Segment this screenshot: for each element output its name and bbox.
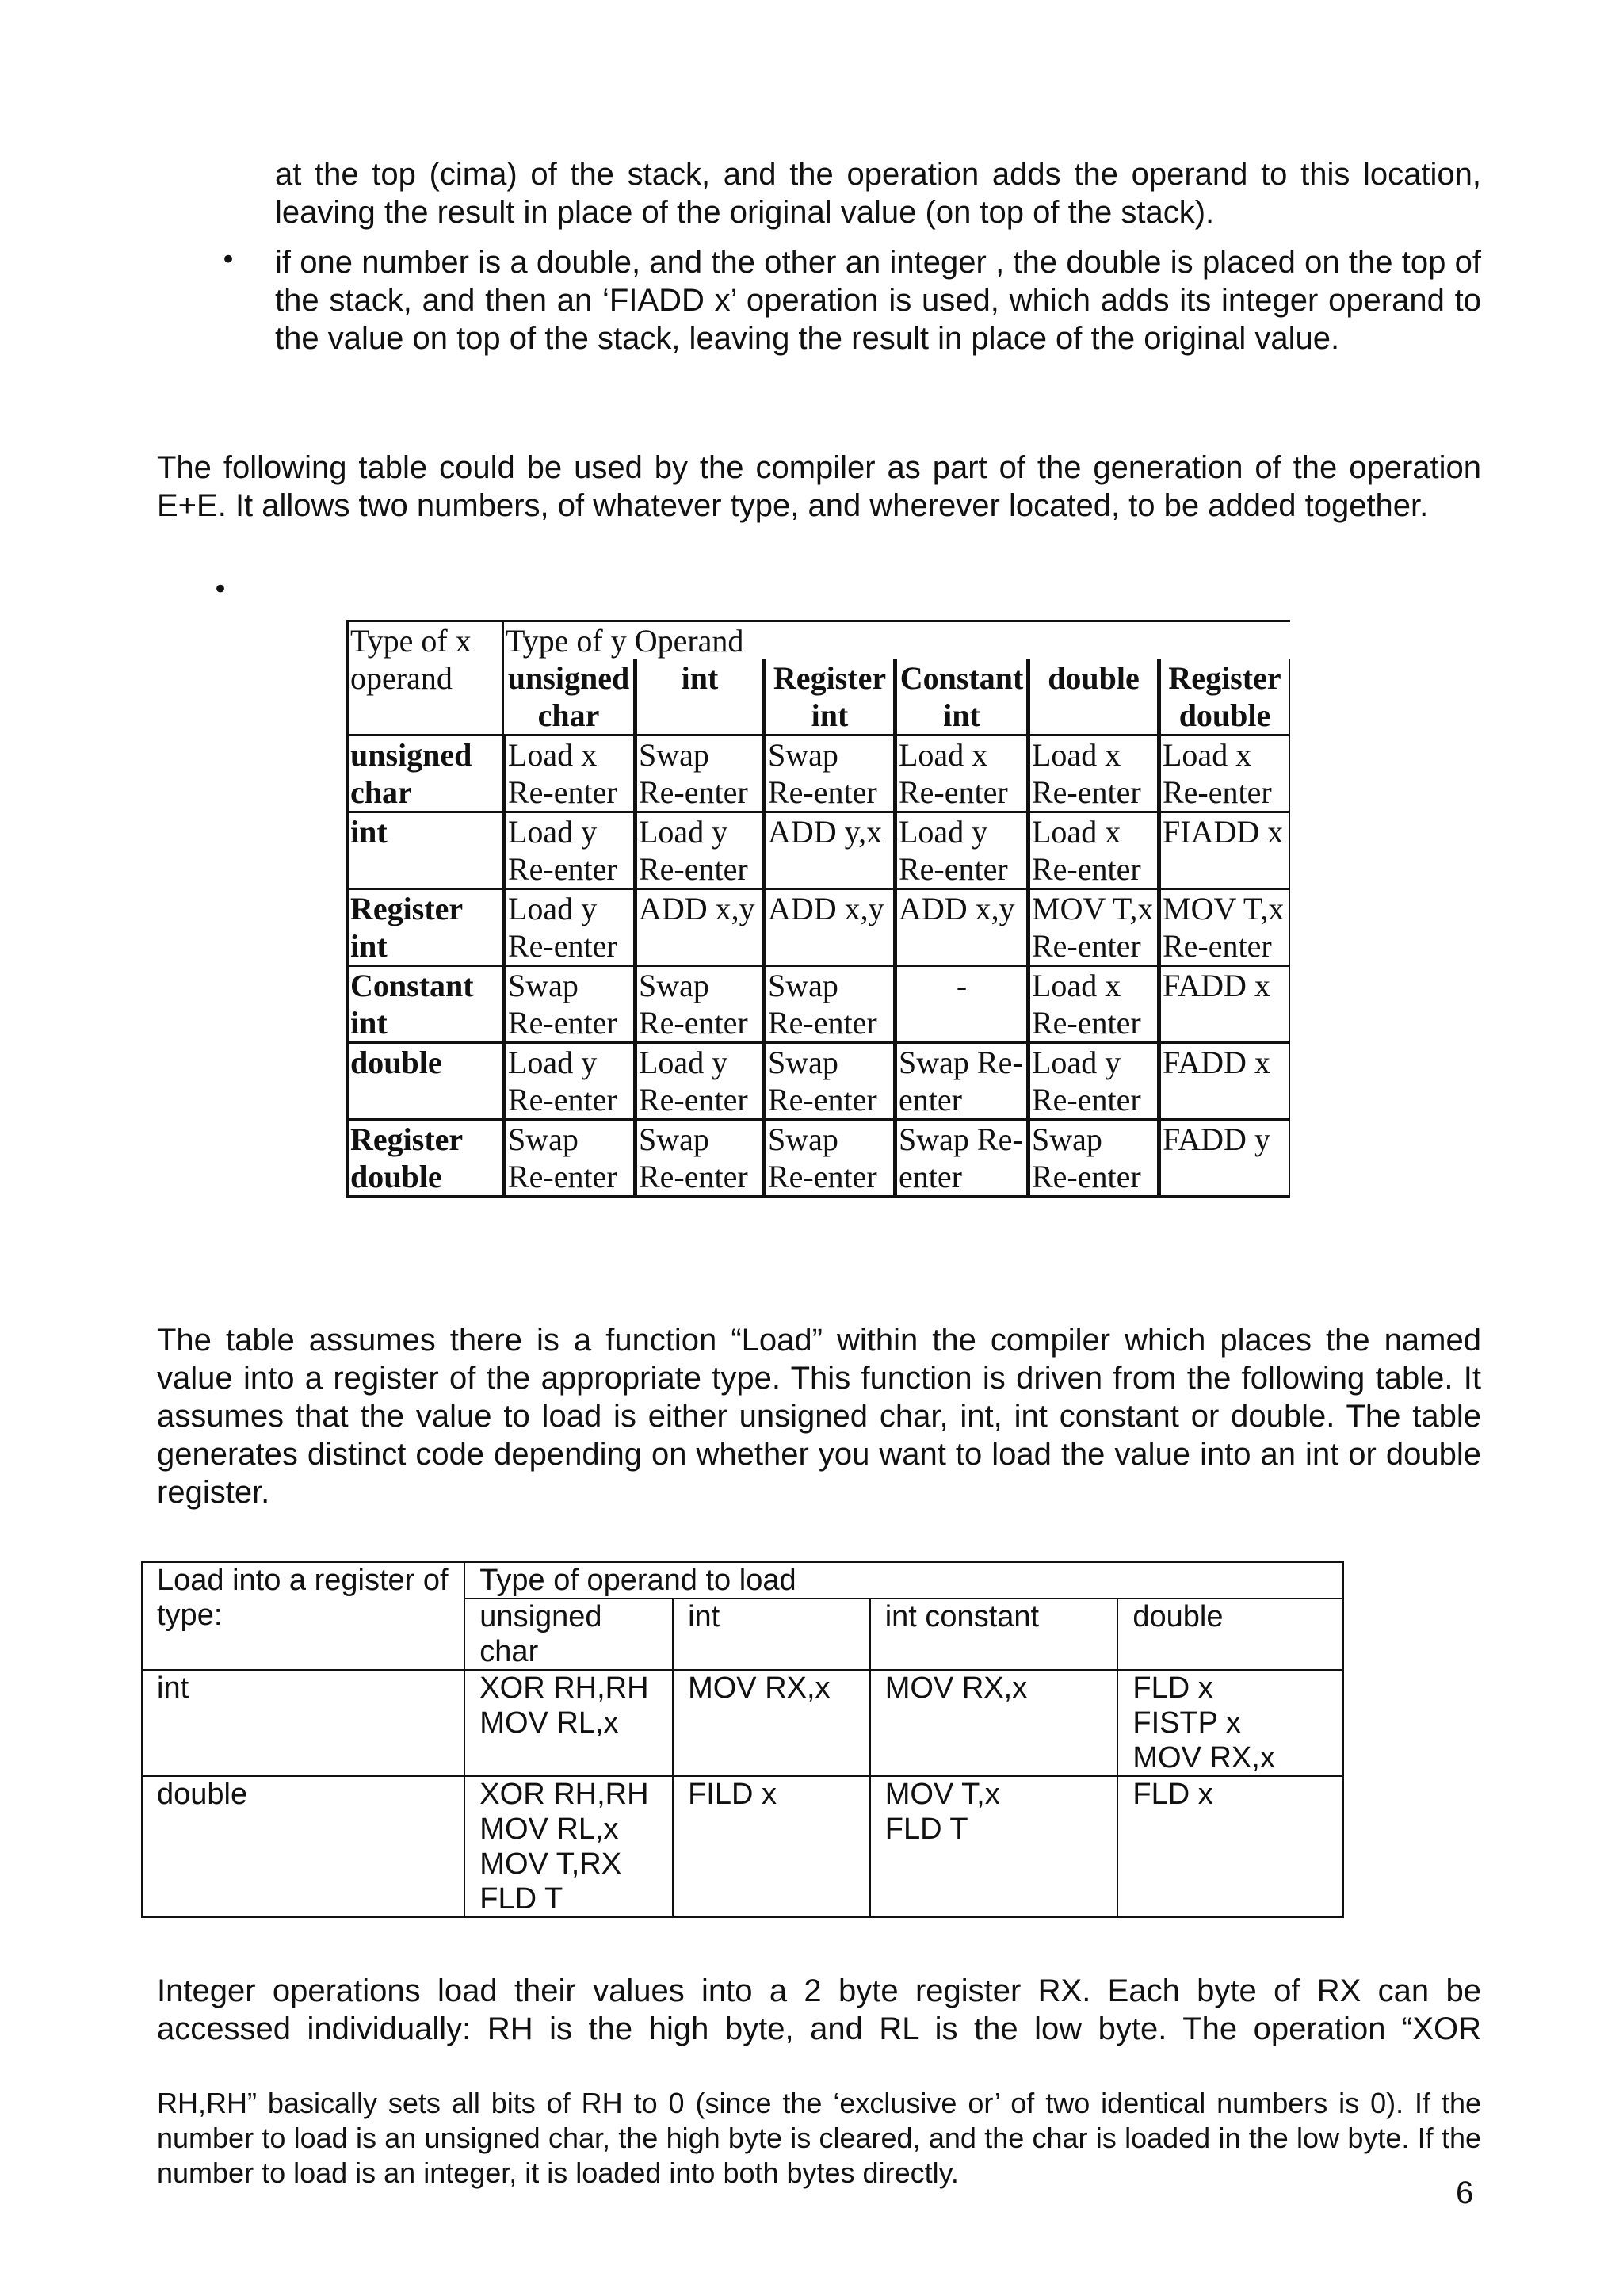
table-row — [346, 1044, 1290, 1121]
table1-cell: Load y Re-enter — [635, 1044, 764, 1121]
table1-cell: Swap Re-enter — [764, 1044, 895, 1121]
table1-cell: ADD y,x — [764, 813, 895, 890]
table1-cell: Load x Re-enter — [504, 736, 635, 813]
bullet-glyph: • — [212, 574, 229, 606]
table1-row-header: unsigned char — [346, 736, 504, 813]
integer-operations-rest: RH,RH” basically sets all bits of RH to 0 (since the ‘exclusive or’ of two identical numbers is 0). If the number to load is an unsigned char, the high byte is cleared, and the char is loaded in the low byte. If the number to load is an integer, it is loaded into both bytes directly. — [157, 2087, 1481, 2189]
table1-column-header: double — [1028, 659, 1159, 736]
bullet-paragraph: if one number is a double, and the other an integer , the double is placed on the top of the stack, and then an ‘FIADD x’ operation is used, which adds its integer operand to the value on top of the stack, leaving the result in place of the original value. — [275, 245, 1481, 356]
table1-cell: Load x Re-enter — [1159, 736, 1290, 813]
table1-cell: MOV T,x Re-enter — [1028, 890, 1159, 967]
add-operation-table — [346, 620, 1290, 1198]
table1-cell: Load x Re-enter — [1028, 813, 1159, 890]
table1-row-header: Register double — [346, 1121, 504, 1198]
table1-cell: Load y Re-enter — [635, 813, 764, 890]
table-row — [142, 1670, 1343, 1776]
integer-operations-paragraph — [157, 1972, 1481, 2191]
table1-row-header: Register int — [346, 890, 504, 967]
table1-cell: Load x Re-enter — [895, 736, 1028, 813]
load-register-table — [141, 1561, 1344, 1918]
table2-cell: MOV RX,x — [673, 1670, 870, 1776]
integer-operations-line1: Integer operations load their values into a 2 byte register RX. Each byte of RX can be accessed individually: RH is the high byte, and RL is the low byte. The operation “XOR — [157, 1973, 1481, 2046]
table1-corner-cell: Type of x operand — [346, 620, 504, 736]
continuation-paragraph: at the top (cima) of the stack, and the operation adds the operand to this location, leaving the result in place of the original value (on top of the stack). — [275, 157, 1481, 230]
table1-cell: Load y Re-enter — [895, 813, 1028, 890]
table1-cell: Swap Re-enter — [764, 967, 895, 1044]
table1-cell: MOV T,x Re-enter — [1159, 890, 1290, 967]
table2-column-header: double — [1117, 1599, 1343, 1670]
table1-cell: Load y Re-enter — [1028, 1044, 1159, 1121]
table1-row-header: Constant int — [346, 967, 504, 1044]
table-row — [346, 890, 1290, 967]
table1-cell: Swap Re-enter — [1028, 1121, 1159, 1198]
following-table-paragraph: The following table could be used by the compiler as part of the generation of the operation E+E. It allows two numbers, of whatever type, and wherever located, to be added together. — [157, 450, 1481, 523]
table1-cell: Load y Re-enter — [504, 1044, 635, 1121]
table2-cell: FLD x FISTP x MOV RX,x — [1117, 1670, 1343, 1776]
table1-column-header: Constant int — [895, 659, 1028, 736]
table1-cell: Load y Re-enter — [504, 890, 635, 967]
table2-cell: XOR RH,RH MOV RL,x MOV T,RX FLD T — [464, 1776, 673, 1917]
table2-cell: MOV T,x FLD T — [870, 1776, 1118, 1917]
table1-cell: ADD x,y — [635, 890, 764, 967]
table1-cell: FADD x — [1159, 1044, 1290, 1121]
table1-column-header: int — [635, 659, 764, 736]
table1-cell: FADD x — [1159, 967, 1290, 1044]
table2-row-header: int — [142, 1670, 464, 1776]
table-row — [346, 967, 1290, 1044]
page-number: 6 — [1456, 2176, 1474, 2210]
load-function-paragraph: The table assumes there is a function “Load” within the compiler which places the named value into a register of the appropriate type. This function is driven from the following table. It assumes that the value to load is either unsigned char, int, int constant or double. The table generates distinct code depending on whether you want to load the value into an int or double register. — [157, 1323, 1481, 1510]
table1-cell: Swap Re-enter — [635, 967, 764, 1044]
table1-column-header: Register double — [1159, 659, 1290, 736]
table1-row-header: double — [346, 1044, 504, 1121]
table1-cell: Swap Re-enter — [895, 1044, 1028, 1121]
table1-cell: Load x Re-enter — [1028, 736, 1159, 813]
table2-cell: FLD x — [1117, 1776, 1343, 1917]
table2-column-header: unsigned char — [464, 1599, 673, 1670]
table2-row-header: double — [142, 1776, 464, 1917]
table2-column-header: int constant — [870, 1599, 1118, 1670]
table1-column-header: unsigned char — [504, 659, 635, 736]
table1-cell: Swap Re-enter — [504, 1121, 635, 1198]
table2-cell: XOR RH,RH MOV RL,x — [464, 1670, 673, 1776]
table2-cell: MOV RX,x — [870, 1670, 1118, 1776]
table1-cell: ADD x,y — [764, 890, 895, 967]
table1-cell: Swap Re-enter — [635, 1121, 764, 1198]
table-row — [142, 1776, 1343, 1917]
table1-cell: Load y Re-enter — [504, 813, 635, 890]
table1-cell: Swap Re-enter — [635, 736, 764, 813]
table1-cell: Swap Re-enter — [764, 736, 895, 813]
table2-cell: FILD x — [673, 1776, 870, 1917]
table1-group-header: Type of y Operand — [504, 620, 1290, 659]
table1-row-header: int — [346, 813, 504, 890]
table1-cell: FIADD x — [1159, 813, 1290, 890]
table2-corner-cell: Load into a register of type: — [142, 1562, 464, 1670]
table1-cell: ADD x,y — [895, 890, 1028, 967]
table1-cell: FADD y — [1159, 1121, 1290, 1198]
table2-column-header: int — [673, 1599, 870, 1670]
table1-cell: - — [895, 967, 1028, 1044]
table1-cell: Load x Re-enter — [1028, 967, 1159, 1044]
table1-column-header: Register int — [764, 659, 895, 736]
table-row — [346, 1121, 1290, 1198]
table-row — [346, 736, 1290, 813]
table1-cell: Swap Re-enter — [895, 1121, 1028, 1198]
table-row — [346, 813, 1290, 890]
table1-cell: Swap Re-enter — [504, 967, 635, 1044]
bullet-glyph: • — [220, 244, 237, 276]
table1-cell: Swap Re-enter — [764, 1121, 895, 1198]
table2-group-header: Type of operand to load — [464, 1562, 1343, 1599]
